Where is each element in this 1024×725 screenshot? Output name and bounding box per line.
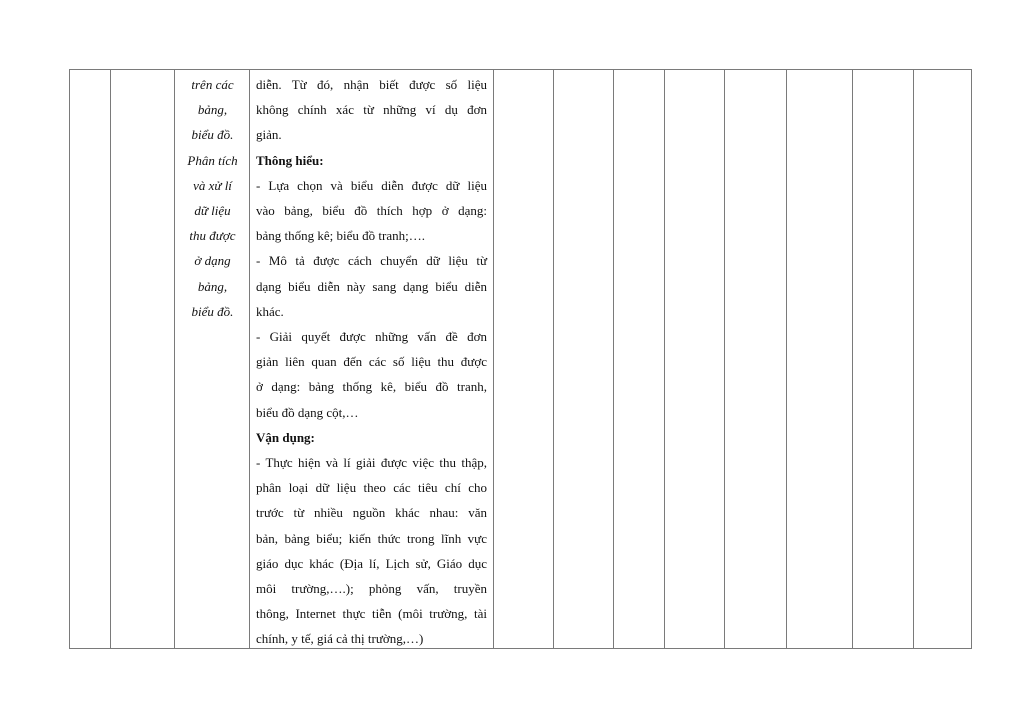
text-line: - Thực hiện và lí giải được việc thu thập, xyxy=(256,455,487,471)
topic-line: dữ liệu xyxy=(194,203,231,219)
column-divider xyxy=(110,70,111,648)
text-line: giản liên quan đến các số liệu thu được xyxy=(256,354,487,370)
topic-line: Phân tích xyxy=(187,152,238,168)
column-divider xyxy=(724,70,725,648)
text-line: vào bảng, biểu đồ thích hợp ở dạng: xyxy=(256,203,487,219)
text-line: diễn. Từ đó, nhận biết được số liệu xyxy=(256,77,487,92)
text-line: thông, Internet thực tiễn (môi trường, tài xyxy=(256,606,487,622)
topic-line: biểu đồ. xyxy=(191,127,234,143)
topic-cell xyxy=(176,70,249,324)
text-line: - Mô tả được cách chuyển dữ liệu từ xyxy=(256,253,487,269)
text-line: trước từ nhiều nguồn khác nhau: văn xyxy=(256,505,487,521)
column-divider xyxy=(613,70,614,648)
text-line: khác. xyxy=(256,303,284,319)
topic-line: biểu đồ. xyxy=(191,303,234,319)
requirements-cell xyxy=(256,70,487,652)
column-divider xyxy=(493,70,494,648)
text-line: - Lựa chọn và biểu diễn được dữ liệu xyxy=(256,177,487,193)
text-line: bản, bảng biểu; kiến thức trong lĩnh vực xyxy=(256,530,487,546)
text-line: ở dạng: bảng thống kê, biểu đồ tranh, xyxy=(256,379,487,395)
assessment-table xyxy=(69,69,972,649)
column-divider xyxy=(786,70,787,648)
column-divider xyxy=(553,70,554,648)
text-line: bảng thống kê; biểu đồ tranh;…. xyxy=(256,228,425,244)
text-line: giản. xyxy=(256,127,282,143)
topic-line: bảng, xyxy=(197,278,228,294)
column-divider xyxy=(249,70,250,648)
text-line: giáo dục khác (Địa lí, Lịch sử, Giáo dục xyxy=(256,555,487,571)
column-divider xyxy=(913,70,914,648)
text-line: biểu đồ dạng cột,… xyxy=(256,404,359,420)
column-divider xyxy=(664,70,665,648)
text-line: không chính xác từ những ví dụ đơn xyxy=(256,102,487,118)
topic-line: và xử lí xyxy=(193,177,232,193)
text-line: môi trường,….); phỏng vấn, truyền xyxy=(256,581,487,597)
topic-line: bảng, xyxy=(197,102,228,118)
topic-line: trên các xyxy=(191,77,234,92)
column-divider xyxy=(852,70,853,648)
text-line: dạng biểu diễn này sang dạng biểu diễn xyxy=(256,278,487,294)
topic-line: thu được xyxy=(189,228,236,244)
column-divider xyxy=(174,70,175,648)
text-line: - Giải quyết được những vấn đề đơn xyxy=(256,329,487,345)
topic-line: ở dạng xyxy=(194,253,231,269)
text-line: phân loại dữ liệu theo các tiêu chí cho xyxy=(256,480,487,496)
heading-understanding: Thông hiểu: xyxy=(256,152,324,168)
heading-application: Vận dụng: xyxy=(256,429,315,445)
text-line: chính, y tế, giá cả thị trường,…) xyxy=(256,631,424,647)
